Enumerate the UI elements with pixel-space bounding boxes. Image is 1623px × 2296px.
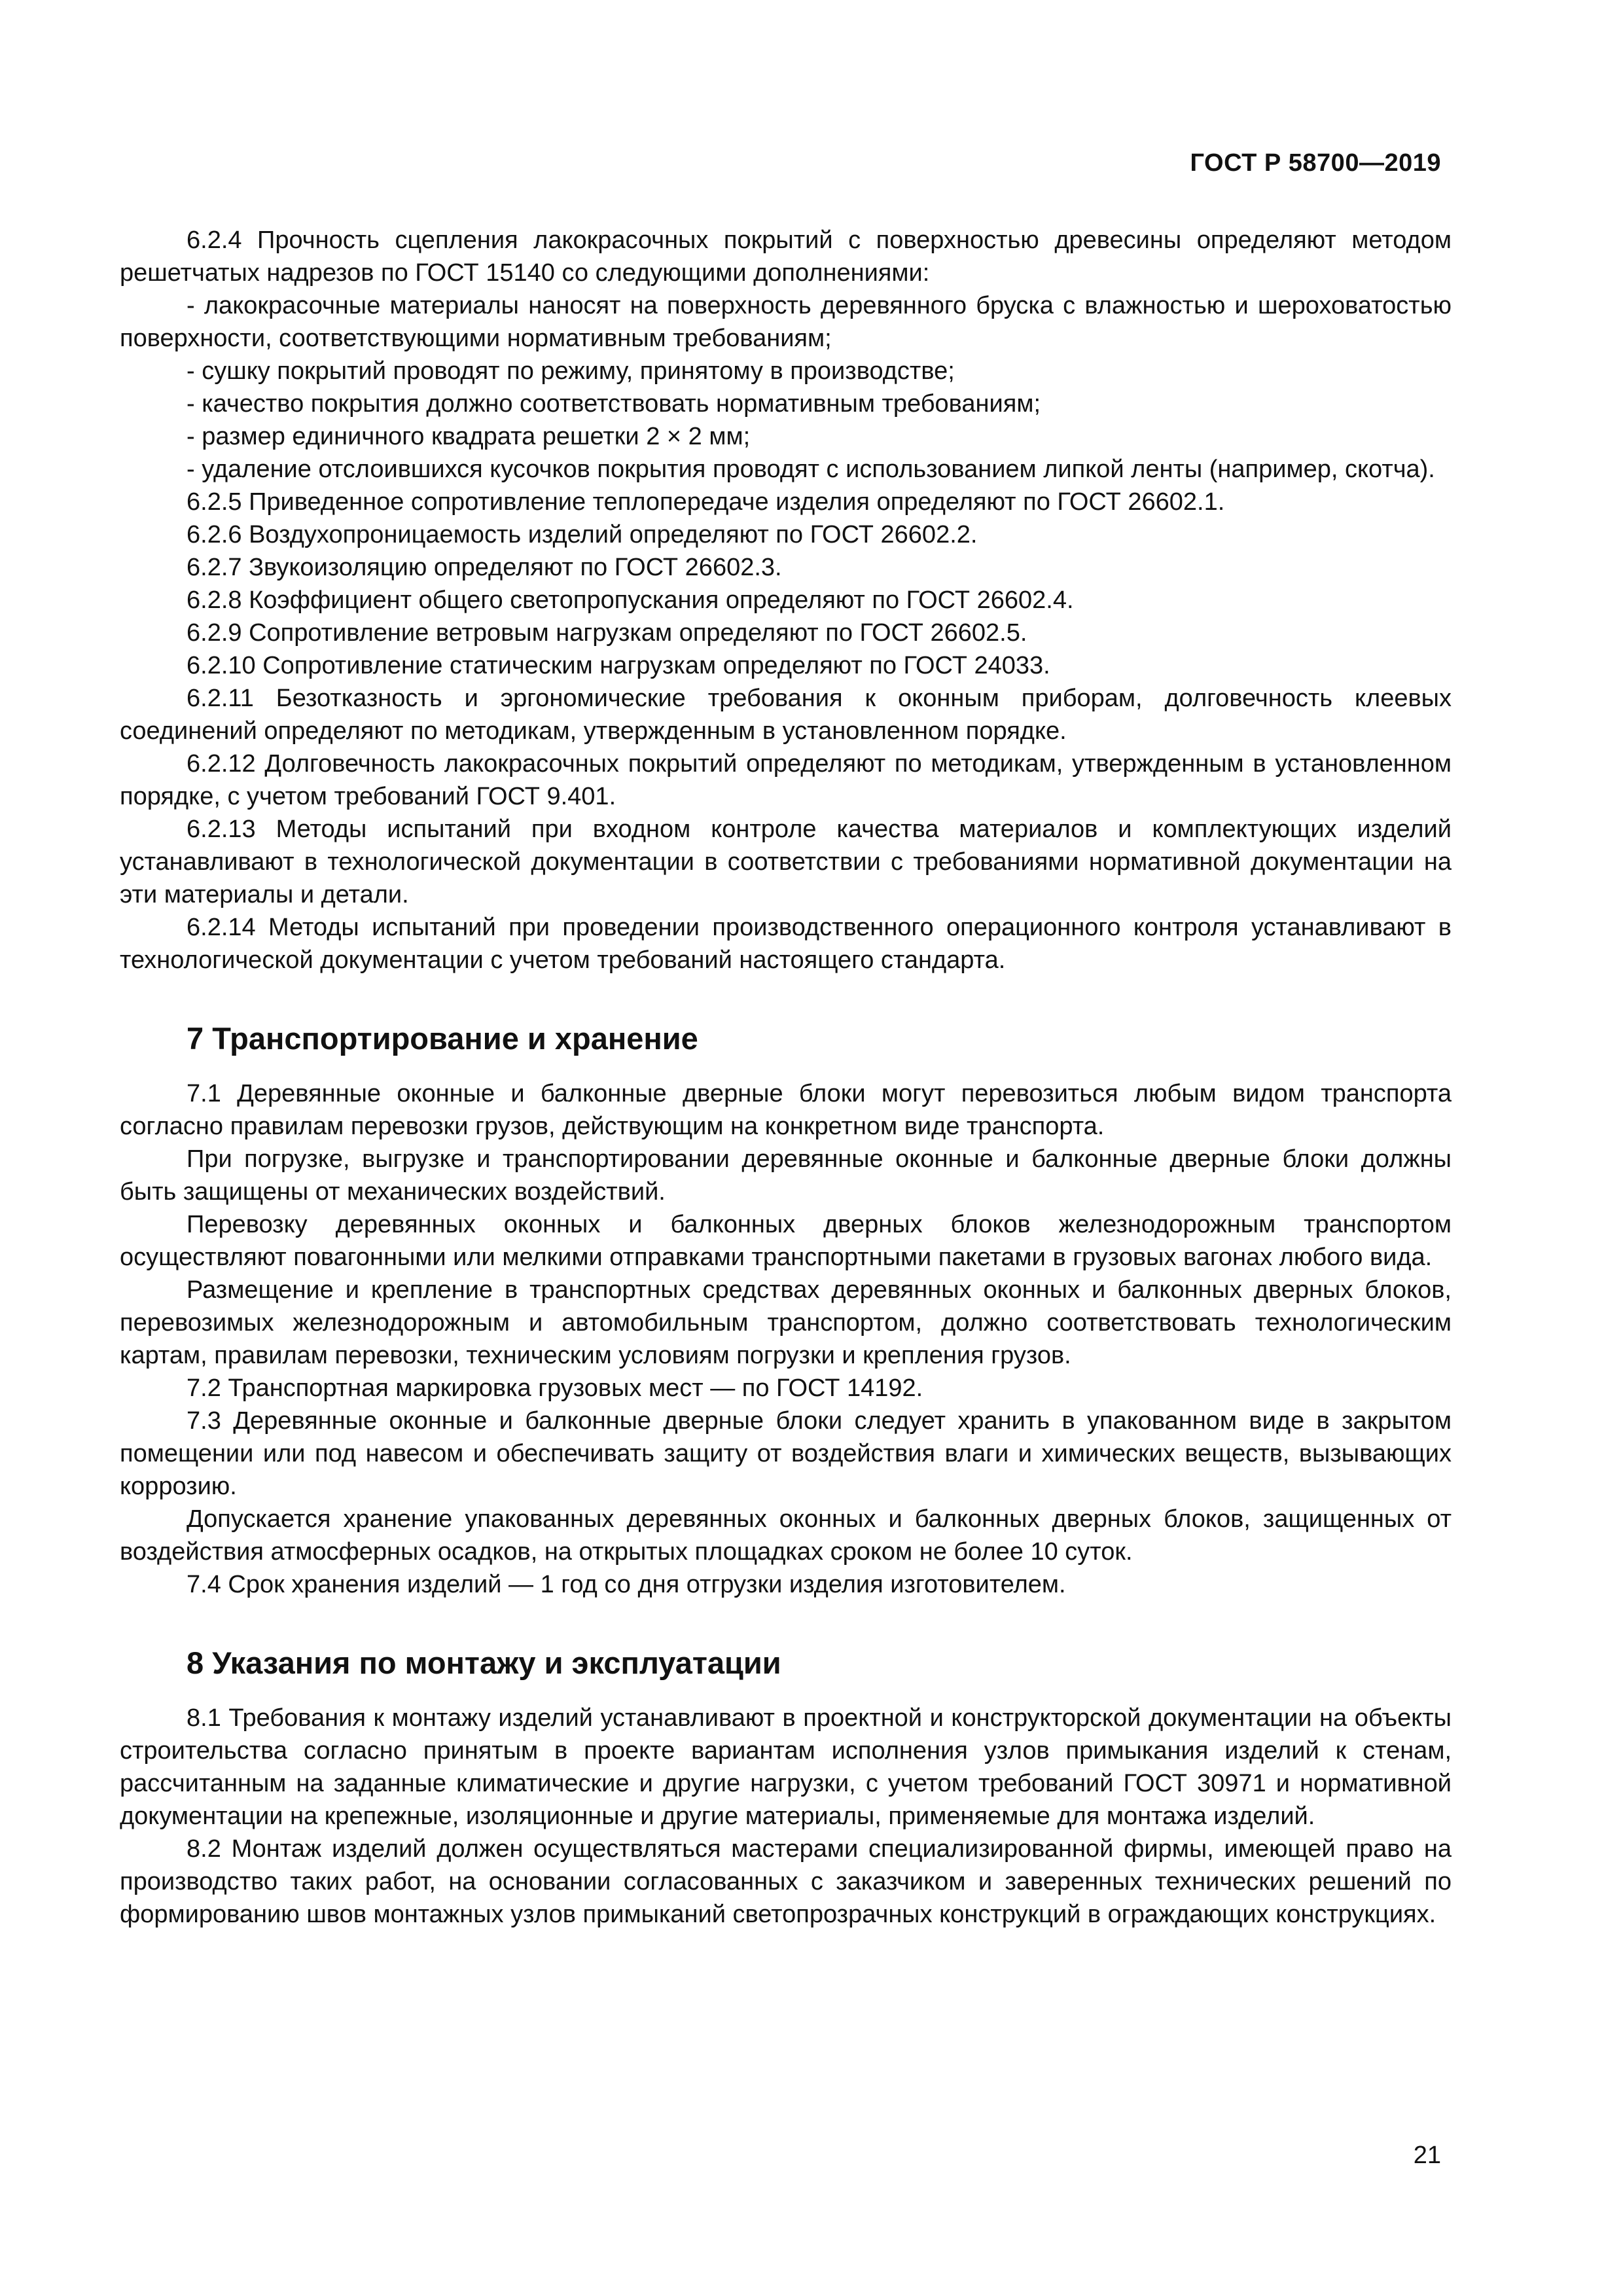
list-item: - размер единичного квадрата решетки 2 × 2 мм;: [187, 423, 751, 450]
paragraph-6-2-12: 6.2.12 Долговечность лакокрасочных покрытий определяют по методикам, утвержденным в установленном порядке, с учетом требований ГОСТ 9.401.: [120, 750, 1452, 810]
section-6-tests: [120, 224, 1452, 977]
paragraph: При погрузке, выгрузке и транспортировании деревянные оконные и балконные дверные блоки должны быть защищены от механических воздействий.: [120, 1145, 1452, 1206]
list-item: - лакокрасочные материалы наносят на поверхность деревянного бруска с влажностью и шероховатостью поверхности, соответствующими нормативным требованиям;: [120, 292, 1452, 352]
paragraph-6-2-5: 6.2.5 Приведенное сопротивление теплопередаче изделия определяют по ГОСТ 26602.1.: [187, 488, 1225, 516]
paragraph-8-2: 8.2 Монтаж изделий должен осуществляться мастерами специализированной фирмы, имеющей право на производство таких работ, на основании согласованных с заказчиком и заверенных технических решений по формированию швов монтажных узлов примыканий светопрозрачных конструкций в ограждающих конструкциях.: [120, 1835, 1452, 1928]
paragraph-6-2-10: 6.2.10 Сопротивление статическим нагрузкам определяют по ГОСТ 24033.: [187, 652, 1050, 679]
paragraph-7-1: 7.1 Деревянные оконные и балконные дверные блоки могут перевозиться любым видом транспорта согласно правилам перевозки грузов, действующим на конкретном виде транспорта.: [120, 1080, 1452, 1140]
section-8-heading: 8 Указания по монтажу и эксплуатации: [187, 1645, 781, 1680]
document-standard-number: ГОСТ Р 58700—2019: [1190, 149, 1441, 177]
page-content: [120, 224, 1452, 1931]
paragraph-6-2-13: 6.2.13 Методы испытаний при входном контроле качества материалов и комплектующих изделий устанавливают в технологической документации в соответствии с требованиями нормативной документации на эти материалы и детали.: [120, 816, 1452, 908]
paragraph-6-2-4: 6.2.4 Прочность сцепления лакокрасочных покрытий с поверхностью древесины определяют методом решетчатых надрезов по ГОСТ 15140 со следующими дополнениями:: [120, 226, 1452, 287]
paragraph-7-2: 7.2 Транспортная маркировка грузовых мест — по ГОСТ 14192.: [187, 1374, 923, 1402]
page-number: 21: [1413, 2142, 1441, 2169]
paragraph-6-2-7: 6.2.7 Звукоизоляцию определяют по ГОСТ 26602.3.: [187, 554, 782, 581]
paragraph-6-2-14: 6.2.14 Методы испытаний при проведении производственного операционного контроля устанавливают в технологической документации с учетом требований настоящего стандарта.: [120, 914, 1452, 974]
list-item: - сушку покрытий проводят по режиму, принятому в производстве;: [187, 357, 955, 385]
paragraph: Перевозку деревянных оконных и балконных дверных блоков железнодорожным транспортом осуществляют повагонными или мелкими отправками транспортными пакетами в грузовых вагонах любого вида.: [120, 1211, 1452, 1271]
paragraph-6-2-9: 6.2.9 Сопротивление ветровым нагрузкам определяют по ГОСТ 26602.5.: [187, 619, 1027, 647]
paragraph-8-1: 8.1 Требования к монтажу изделий устанавливают в проектной и конструкторской документации на объекты строительства согласно принятым в проекте вариантам исполнения узлов примыкания изделий к стенам, рассчитанным на заданные климатические и другие нагрузки, с учетом требований ГОСТ 30971 и нормативной документации на крепежные, изоляционные и другие материалы, применяемые для монтажа изделий.: [120, 1704, 1452, 1830]
section-7-transport-storage: [120, 1077, 1452, 1601]
paragraph-7-4: 7.4 Срок хранения изделий — 1 год со дня отгрузки изделия изготовителем.: [187, 1571, 1066, 1598]
paragraph: Размещение и крепление в транспортных средствах деревянных оконных и балконных дверных блоков, перевозимых железнодорожным и автомобильным транспортом, должно соответствовать технологическим картам, правилам перевозки, техническим условиям погрузки и крепления грузов.: [120, 1276, 1452, 1369]
paragraph-7-3: 7.3 Деревянные оконные и балконные дверные блоки следует хранить в упакованном виде в закрытом помещении или под навесом и обеспечивать защиту от воздействия влаги и химических веществ, вызывающих коррозию.: [120, 1407, 1452, 1500]
section-7-heading: 7 Транспортирование и хранение: [187, 1021, 698, 1056]
list-item: - удаление отслоившихся кусочков покрытия проводят с использованием липкой ленты (например, скотча).: [187, 456, 1435, 483]
paragraph-6-2-8: 6.2.8 Коэффициент общего светопропускания определяют по ГОСТ 26602.4.: [187, 586, 1074, 614]
paragraph-6-2-11: 6.2.11 Безотказность и эргономические требования к оконным приборам, долговечность клеевых соединений определяют по методикам, утвержденным в установленном порядке.: [120, 685, 1452, 745]
section-8-installation: [120, 1702, 1452, 1931]
paragraph: Допускается хранение упакованных деревянных оконных и балконных дверных блоков, защищенных от воздействия атмосферных осадков, на открытых площадках сроком не более 10 суток.: [120, 1505, 1452, 1566]
paragraph-6-2-6: 6.2.6 Воздухопроницаемость изделий определяют по ГОСТ 26602.2.: [187, 521, 978, 548]
list-item: - качество покрытия должно соответствовать нормативным требованиям;: [187, 390, 1041, 418]
